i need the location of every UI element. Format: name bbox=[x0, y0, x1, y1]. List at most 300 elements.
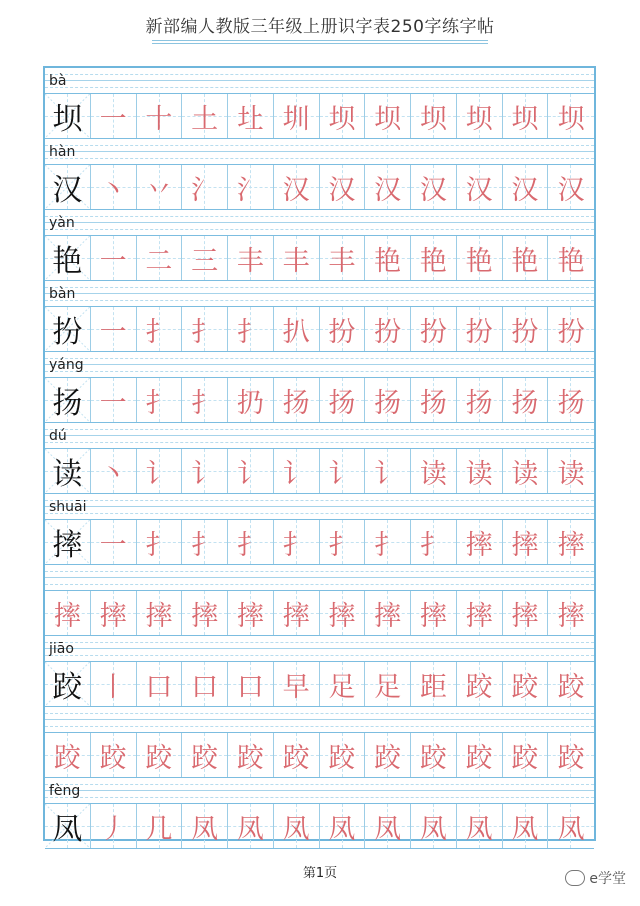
tracing-cell bbox=[182, 804, 228, 848]
tracing-cell bbox=[548, 165, 594, 209]
pinyin-guide-line bbox=[45, 506, 594, 507]
tracing-cell bbox=[457, 733, 503, 777]
tracing-character: 扌 bbox=[191, 387, 219, 419]
tracing-character: 扌 bbox=[191, 316, 219, 348]
tracing-cell bbox=[411, 733, 457, 777]
pinyin-guide-line bbox=[45, 300, 594, 301]
tracing-cell bbox=[274, 236, 320, 280]
tracing-character: 一 bbox=[99, 316, 127, 348]
tracing-character: 凤 bbox=[191, 813, 219, 845]
tracing-cell bbox=[137, 733, 183, 777]
tracing-character: 几 bbox=[145, 813, 173, 845]
tracing-cell bbox=[182, 662, 228, 706]
tracing-cell bbox=[503, 307, 549, 351]
tracing-cell bbox=[320, 804, 366, 848]
tracing-character: 跤 bbox=[236, 742, 264, 774]
tracing-cell bbox=[503, 165, 549, 209]
tracing-cell bbox=[365, 804, 411, 848]
tracing-cell bbox=[274, 94, 320, 138]
tracing-character: 凤 bbox=[282, 813, 310, 845]
tracing-character: 艳 bbox=[374, 245, 402, 277]
pinyin-label: jiāo bbox=[49, 641, 74, 657]
tracing-character: 距 bbox=[419, 671, 447, 703]
tracing-character: 扌 bbox=[419, 529, 447, 561]
tracing-character: 扌 bbox=[145, 316, 173, 348]
tracing-cell bbox=[365, 733, 411, 777]
tracing-cell bbox=[411, 307, 457, 351]
tracing-character: 汉 bbox=[374, 174, 402, 206]
tracing-cell bbox=[548, 378, 594, 422]
tracing-cell bbox=[182, 733, 228, 777]
practice-row bbox=[45, 494, 594, 565]
tracing-cell bbox=[137, 307, 183, 351]
pinyin-guide-line bbox=[45, 642, 594, 643]
tracing-character: 十 bbox=[145, 103, 173, 135]
tracing-cell bbox=[45, 733, 91, 777]
tracing-character: 扌 bbox=[374, 529, 402, 561]
tracing-cell bbox=[457, 520, 503, 564]
tracing-character: 艳 bbox=[419, 245, 447, 277]
tracing-cell bbox=[91, 662, 137, 706]
tracing-character: 坝 bbox=[419, 103, 447, 135]
tracing-cell bbox=[548, 804, 594, 848]
tracing-cell bbox=[365, 378, 411, 422]
tracing-cell bbox=[137, 94, 183, 138]
pinyin-guide-line bbox=[45, 74, 594, 75]
pinyin-guide-line bbox=[45, 358, 594, 359]
tracing-character: 摔 bbox=[236, 600, 264, 632]
tracing-cell bbox=[228, 94, 274, 138]
pinyin-guide-line bbox=[45, 158, 594, 159]
tracing-cell bbox=[457, 662, 503, 706]
tracing-character: 丿 bbox=[99, 813, 127, 845]
pinyin-guide-line bbox=[45, 584, 594, 585]
tracing-character: 读 bbox=[557, 458, 585, 490]
pinyin-band bbox=[45, 707, 594, 732]
tracing-cell bbox=[91, 94, 137, 138]
tracing-character: 扮 bbox=[328, 316, 356, 348]
model-character-cell bbox=[45, 165, 91, 209]
tracing-character: 读 bbox=[419, 458, 447, 490]
character-cells bbox=[45, 377, 594, 423]
tracing-cell bbox=[274, 520, 320, 564]
tracing-character: 汉 bbox=[419, 174, 447, 206]
tracing-cell bbox=[411, 591, 457, 635]
tracing-cell bbox=[411, 236, 457, 280]
tracing-character: 氵 bbox=[236, 174, 264, 206]
tracing-character: 扬 bbox=[374, 387, 402, 419]
tracing-character: 跤 bbox=[557, 671, 585, 703]
character-cells bbox=[45, 164, 594, 210]
tracing-character: 圳 bbox=[282, 103, 310, 135]
tracing-character: 讠 bbox=[328, 458, 356, 490]
practice-row bbox=[45, 281, 594, 352]
tracing-cell bbox=[274, 804, 320, 848]
pinyin-guide-line bbox=[45, 442, 594, 443]
tracing-character: 丶 bbox=[99, 174, 127, 206]
tracing-cell bbox=[365, 662, 411, 706]
tracing-character: 跤 bbox=[374, 742, 402, 774]
tracing-cell bbox=[228, 520, 274, 564]
tracing-cell bbox=[182, 236, 228, 280]
chat-bubble-icon bbox=[565, 870, 585, 886]
tracing-character: 丷 bbox=[145, 174, 173, 206]
tracing-cell bbox=[411, 94, 457, 138]
tracing-character: 艳 bbox=[511, 245, 539, 277]
tracing-cell bbox=[182, 307, 228, 351]
tracing-cell bbox=[411, 662, 457, 706]
pinyin-guide-line bbox=[45, 797, 594, 798]
tracing-character: 跤 bbox=[99, 742, 127, 774]
pinyin-guide-line bbox=[45, 435, 594, 436]
pinyin-band bbox=[45, 565, 594, 590]
tracing-cell bbox=[137, 804, 183, 848]
tracing-character: 摔 bbox=[145, 600, 173, 632]
model-character: 坝 bbox=[52, 102, 83, 137]
tracing-cell bbox=[91, 804, 137, 848]
model-character: 扬 bbox=[52, 386, 83, 421]
tracing-cell bbox=[548, 307, 594, 351]
tracing-cell bbox=[411, 804, 457, 848]
tracing-cell bbox=[365, 236, 411, 280]
pinyin-label: shuāi bbox=[49, 499, 87, 515]
tracing-character: 坝 bbox=[511, 103, 539, 135]
title-underline bbox=[152, 40, 488, 44]
practice-row bbox=[45, 423, 594, 494]
pinyin-guide-line bbox=[45, 726, 594, 727]
tracing-character: 二 bbox=[145, 245, 173, 277]
pinyin-guide-line bbox=[45, 145, 594, 146]
tracing-cell bbox=[503, 520, 549, 564]
tracing-cell bbox=[182, 94, 228, 138]
tracing-cell bbox=[182, 449, 228, 493]
model-character: 扮 bbox=[52, 315, 83, 350]
tracing-cell bbox=[91, 307, 137, 351]
tracing-cell bbox=[457, 804, 503, 848]
tracing-cell bbox=[182, 165, 228, 209]
tracing-character: 凤 bbox=[465, 813, 493, 845]
pinyin-guide-line bbox=[45, 655, 594, 656]
tracing-cell bbox=[548, 733, 594, 777]
tracing-cell bbox=[457, 94, 503, 138]
tracing-character: 讠 bbox=[191, 458, 219, 490]
tracing-cell bbox=[45, 591, 91, 635]
tracing-character: 汉 bbox=[557, 174, 585, 206]
tracing-cell bbox=[91, 520, 137, 564]
tracing-character: 跤 bbox=[328, 742, 356, 774]
tracing-character: 凤 bbox=[328, 813, 356, 845]
tracing-cell bbox=[137, 378, 183, 422]
tracing-cell bbox=[320, 662, 366, 706]
tracing-character: 跤 bbox=[557, 742, 585, 774]
model-character-cell bbox=[45, 449, 91, 493]
tracing-character: 扮 bbox=[511, 316, 539, 348]
tracing-cell bbox=[548, 591, 594, 635]
tracing-cell bbox=[320, 236, 366, 280]
tracing-character: 汉 bbox=[511, 174, 539, 206]
character-cells bbox=[45, 590, 594, 636]
practice-row bbox=[45, 707, 594, 778]
tracing-character: 一 bbox=[99, 103, 127, 135]
tracing-cell bbox=[182, 378, 228, 422]
tracing-character: 早 bbox=[282, 671, 310, 703]
tracing-character: 汉 bbox=[465, 174, 493, 206]
pinyin-guide-line bbox=[45, 151, 594, 152]
pinyin-guide-line bbox=[45, 790, 594, 791]
tracing-cell bbox=[228, 165, 274, 209]
tracing-character: 口 bbox=[191, 671, 219, 703]
tracing-cell bbox=[457, 591, 503, 635]
tracing-character: 坝 bbox=[557, 103, 585, 135]
tracing-character: 扌 bbox=[191, 529, 219, 561]
character-cells bbox=[45, 93, 594, 139]
tracing-cell bbox=[228, 378, 274, 422]
tracing-character: 摔 bbox=[511, 529, 539, 561]
tracing-character: 扬 bbox=[419, 387, 447, 419]
tracing-character: 跤 bbox=[511, 671, 539, 703]
tracing-cell bbox=[411, 378, 457, 422]
page-number: 第1页 bbox=[302, 866, 338, 881]
tracing-cell bbox=[365, 307, 411, 351]
tracing-character: 跤 bbox=[145, 742, 173, 774]
tracing-character: 坝 bbox=[374, 103, 402, 135]
tracing-cell bbox=[91, 591, 137, 635]
tracing-character: 摔 bbox=[99, 600, 127, 632]
tracing-cell bbox=[365, 520, 411, 564]
pinyin-band bbox=[45, 281, 594, 306]
tracing-cell bbox=[365, 591, 411, 635]
tracing-character: 跤 bbox=[419, 742, 447, 774]
character-cells bbox=[45, 803, 594, 849]
practice-row bbox=[45, 210, 594, 281]
model-character: 凤 bbox=[52, 812, 83, 847]
character-cells bbox=[45, 448, 594, 494]
pinyin-guide-line bbox=[45, 364, 594, 365]
tracing-character: 扮 bbox=[419, 316, 447, 348]
pinyin-guide-line bbox=[45, 500, 594, 501]
tracing-cell bbox=[137, 520, 183, 564]
pinyin-guide-line bbox=[45, 784, 594, 785]
tracing-character: 口 bbox=[145, 671, 173, 703]
tracing-character: 摔 bbox=[328, 600, 356, 632]
tracing-cell bbox=[457, 236, 503, 280]
tracing-cell bbox=[320, 307, 366, 351]
tracing-cell bbox=[137, 449, 183, 493]
pinyin-label: fèng bbox=[49, 783, 81, 799]
pinyin-guide-line bbox=[45, 713, 594, 714]
tracing-character: 跤 bbox=[511, 742, 539, 774]
tracing-cell bbox=[91, 378, 137, 422]
tracing-character: 讠 bbox=[282, 458, 310, 490]
pinyin-band bbox=[45, 778, 594, 803]
tracing-cell bbox=[503, 449, 549, 493]
tracing-character: 凤 bbox=[374, 813, 402, 845]
pinyin-guide-line bbox=[45, 577, 594, 578]
tracing-character: 扔 bbox=[236, 387, 264, 419]
tracing-character: 凤 bbox=[557, 813, 585, 845]
tracing-character: 坝 bbox=[328, 103, 356, 135]
pinyin-band bbox=[45, 352, 594, 377]
tracing-cell bbox=[503, 94, 549, 138]
tracing-character: 丨 bbox=[99, 671, 127, 703]
pinyin-guide-line bbox=[45, 87, 594, 88]
tracing-cell bbox=[182, 591, 228, 635]
tracing-character: 摔 bbox=[465, 600, 493, 632]
tracing-cell bbox=[548, 520, 594, 564]
pinyin-guide-line bbox=[45, 287, 594, 288]
tracing-character: 扌 bbox=[328, 529, 356, 561]
tracing-character: 扬 bbox=[328, 387, 356, 419]
tracing-character: 一 bbox=[99, 245, 127, 277]
tracing-cell bbox=[365, 449, 411, 493]
tracing-cell bbox=[411, 520, 457, 564]
tracing-character: 扬 bbox=[465, 387, 493, 419]
model-character-cell bbox=[45, 804, 91, 848]
tracing-cell bbox=[228, 236, 274, 280]
tracing-character: 讠 bbox=[236, 458, 264, 490]
tracing-character: 汉 bbox=[282, 174, 310, 206]
tracing-character: 口 bbox=[236, 671, 264, 703]
tracing-character: 丰 bbox=[328, 245, 356, 277]
tracing-character: 跤 bbox=[191, 742, 219, 774]
model-character: 摔 bbox=[52, 528, 83, 563]
pinyin-guide-line bbox=[45, 571, 594, 572]
tracing-character: 摔 bbox=[374, 600, 402, 632]
model-character-cell bbox=[45, 520, 91, 564]
tracing-character: 摔 bbox=[557, 529, 585, 561]
tracing-character: 读 bbox=[511, 458, 539, 490]
tracing-cell bbox=[228, 449, 274, 493]
tracing-cell bbox=[503, 236, 549, 280]
tracing-cell bbox=[274, 733, 320, 777]
tracing-cell bbox=[182, 520, 228, 564]
pinyin-band bbox=[45, 494, 594, 519]
tracing-character: 凤 bbox=[236, 813, 264, 845]
tracing-character: 丶 bbox=[99, 458, 127, 490]
page-title: 新部编人教版三年级上册识字表250字练字帖 bbox=[145, 17, 495, 37]
pinyin-label: yáng bbox=[49, 357, 84, 373]
pinyin-band bbox=[45, 68, 594, 93]
tracing-cell bbox=[503, 733, 549, 777]
tracing-cell bbox=[274, 307, 320, 351]
tracing-character: 扬 bbox=[557, 387, 585, 419]
tracing-character: 讠 bbox=[374, 458, 402, 490]
pinyin-guide-line bbox=[45, 719, 594, 720]
tracing-character: 土 bbox=[191, 103, 219, 135]
tracing-character: 坝 bbox=[465, 103, 493, 135]
character-cells bbox=[45, 519, 594, 565]
tracing-cell bbox=[137, 236, 183, 280]
tracing-cell bbox=[411, 449, 457, 493]
model-character: 读 bbox=[52, 457, 83, 492]
tracing-character: 汉 bbox=[328, 174, 356, 206]
pinyin-label: bà bbox=[49, 73, 67, 89]
tracing-character: 跤 bbox=[465, 742, 493, 774]
tracing-character: 扮 bbox=[557, 316, 585, 348]
character-cells bbox=[45, 235, 594, 281]
tracing-cell bbox=[91, 449, 137, 493]
model-character-cell bbox=[45, 236, 91, 280]
tracing-cell bbox=[503, 378, 549, 422]
tracing-character: 丰 bbox=[282, 245, 310, 277]
tracing-cell bbox=[548, 236, 594, 280]
tracing-cell bbox=[548, 449, 594, 493]
tracing-character: 丰 bbox=[236, 245, 264, 277]
practice-row bbox=[45, 565, 594, 636]
watermark bbox=[565, 868, 626, 888]
tracing-cell bbox=[228, 591, 274, 635]
tracing-cell bbox=[228, 662, 274, 706]
tracing-character: 扌 bbox=[236, 529, 264, 561]
character-cells bbox=[45, 306, 594, 352]
practice-row bbox=[45, 636, 594, 707]
pinyin-guide-line bbox=[45, 513, 594, 514]
tracing-character: 扌 bbox=[236, 316, 264, 348]
tracing-cell bbox=[365, 94, 411, 138]
tracing-character: 艳 bbox=[465, 245, 493, 277]
model-character-cell bbox=[45, 662, 91, 706]
tracing-cell bbox=[503, 804, 549, 848]
model-character-cell bbox=[45, 307, 91, 351]
pinyin-label: hàn bbox=[49, 144, 76, 160]
tracing-character: 艳 bbox=[557, 245, 585, 277]
pinyin-guide-line bbox=[45, 229, 594, 230]
pinyin-guide-line bbox=[45, 293, 594, 294]
pinyin-guide-line bbox=[45, 429, 594, 430]
model-character: 跤 bbox=[52, 670, 83, 705]
tracing-cell bbox=[274, 591, 320, 635]
pinyin-guide-line bbox=[45, 371, 594, 372]
tracing-character: 一 bbox=[99, 529, 127, 561]
pinyin-label: bàn bbox=[49, 286, 76, 302]
tracing-character: 摔 bbox=[53, 600, 81, 632]
character-cells bbox=[45, 661, 594, 707]
tracing-cell bbox=[320, 733, 366, 777]
tracing-character: 跤 bbox=[53, 742, 81, 774]
tracing-cell bbox=[91, 733, 137, 777]
tracing-character: 跤 bbox=[282, 742, 310, 774]
tracing-character: 扮 bbox=[374, 316, 402, 348]
tracing-character: 跤 bbox=[465, 671, 493, 703]
tracing-cell bbox=[411, 165, 457, 209]
tracing-cell bbox=[320, 520, 366, 564]
tracing-cell bbox=[274, 378, 320, 422]
tracing-cell bbox=[320, 94, 366, 138]
tracing-cell bbox=[274, 165, 320, 209]
tracing-cell bbox=[457, 307, 503, 351]
pinyin-label: yàn bbox=[49, 215, 75, 231]
tracing-character: 凤 bbox=[419, 813, 447, 845]
model-character: 艳 bbox=[52, 244, 83, 279]
tracing-character: 摔 bbox=[191, 600, 219, 632]
model-character: 汉 bbox=[52, 173, 83, 208]
practice-row bbox=[45, 139, 594, 210]
tracing-cell bbox=[274, 449, 320, 493]
pinyin-guide-line bbox=[45, 80, 594, 81]
tracing-character: 读 bbox=[465, 458, 493, 490]
tracing-character: 扬 bbox=[282, 387, 310, 419]
tracing-cell bbox=[548, 94, 594, 138]
tracing-cell bbox=[365, 165, 411, 209]
tracing-cell bbox=[320, 378, 366, 422]
practice-row bbox=[45, 352, 594, 423]
tracing-cell bbox=[548, 662, 594, 706]
pinyin-band bbox=[45, 423, 594, 448]
tracing-cell bbox=[91, 165, 137, 209]
tracing-character: 摔 bbox=[282, 600, 310, 632]
tracing-cell bbox=[457, 378, 503, 422]
practice-row bbox=[45, 778, 594, 849]
